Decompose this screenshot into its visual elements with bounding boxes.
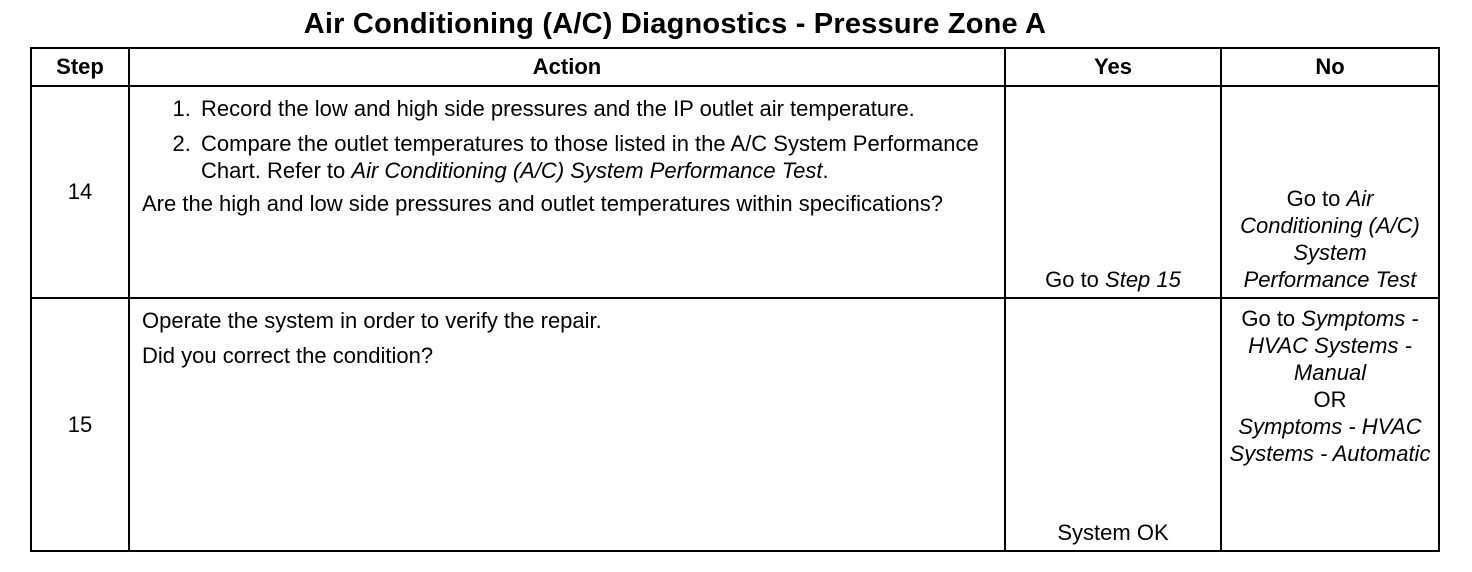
header-no: No [1221,48,1439,86]
action-question: Did you correct the condition? [142,343,434,368]
table-row-step-14 [31,86,1439,298]
step-number: 15 [31,298,129,551]
yes-cell [1005,86,1221,298]
action-cell [129,298,1005,551]
action-item-text: Record the low and high side pressures and the IP outlet air temperature. [201,96,915,121]
yes-reference-link[interactable]: Step 15 [1105,267,1181,292]
no-reference-link[interactable]: Symptoms - HVAC Systems - Manual [1248,306,1419,385]
no-text: Go to [1286,186,1347,211]
header-row [31,48,1439,86]
page-title: Air Conditioning (A/C) Diagnostics - Pressure Zone A [303,8,1047,40]
no-cell [1221,86,1439,298]
header-step: Step [31,48,129,86]
no-reference-link-alt[interactable]: Symptoms - HVAC Systems - Automatic [1229,414,1431,466]
no-reference-link[interactable]: Air Conditioning (A/C) System Performance Test [1240,186,1420,292]
reference-link[interactable]: Air Conditioning (A/C) System Performance Test [351,158,823,183]
no-text: Go to [1241,306,1302,331]
yes-cell: System OK [1005,298,1221,551]
action-list [142,95,996,184]
action-question: Are the high and low side pressures and outlet temperatures within specifications? [142,191,944,216]
header-action: Action [129,48,1005,86]
diagnostic-table [30,47,1440,552]
header-yes: Yes [1005,48,1221,86]
table-row-step-15 [31,298,1439,551]
yes-text: Go to [1045,267,1106,292]
list-item [197,95,996,122]
step-number: 14 [31,86,129,298]
action-item-text: . [822,158,829,183]
action-cell [129,86,1005,298]
no-cell [1221,298,1439,551]
list-item [197,130,996,184]
or-label: OR [1313,387,1347,412]
action-item-text: Compare the outlet temperatures to those listed in the A/C System Performance Chart. Refer to [201,131,979,183]
action-text: Operate the system in order to verify the repair. [142,308,602,333]
